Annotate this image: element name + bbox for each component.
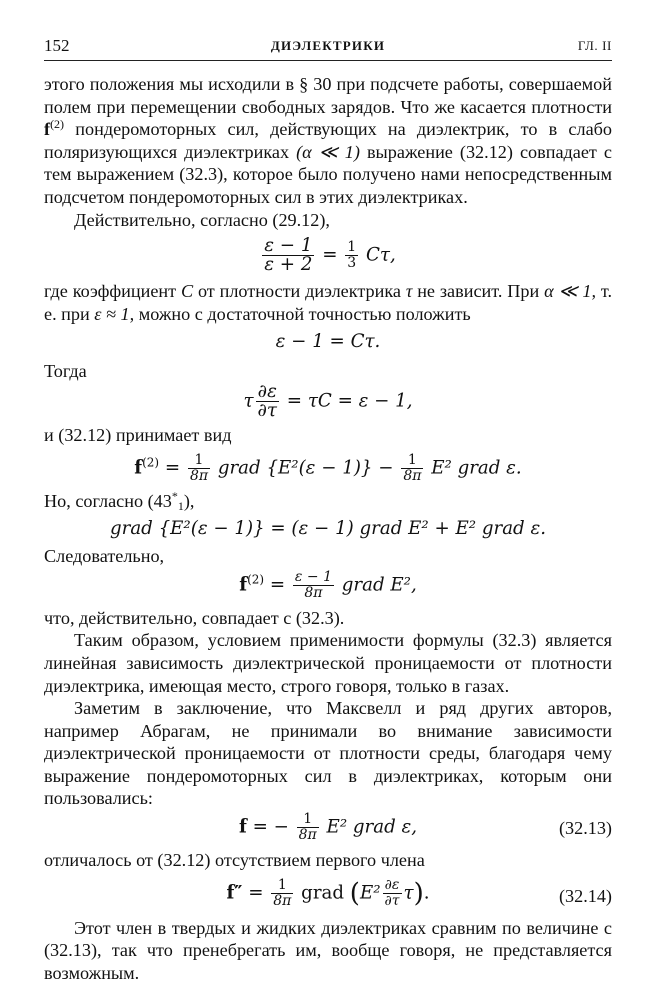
chapter-label: ГЛ. II bbox=[577, 38, 612, 53]
equation-number: (32.14) bbox=[558, 885, 612, 906]
denominator: 8π bbox=[403, 467, 422, 484]
numerator: ∂ε bbox=[256, 383, 279, 402]
paragraph-text: от плотности диэлектрика bbox=[197, 281, 401, 302]
equation-7 bbox=[44, 812, 612, 843]
equation-reference: ), bbox=[183, 490, 195, 511]
right-paren: ) bbox=[413, 878, 424, 909]
superscript: * bbox=[171, 488, 178, 503]
equation-2: ε − 1 = Cτ. bbox=[275, 331, 381, 353]
numerator: 1 bbox=[401, 453, 423, 469]
subscript: 1 bbox=[177, 498, 184, 513]
math-symbol: τ bbox=[405, 281, 413, 302]
paragraph-text: не зависит. При bbox=[417, 281, 540, 302]
inline-condition: α ≪ 1, bbox=[544, 281, 597, 302]
force-symbol: f bbox=[44, 119, 51, 140]
paragraph-6 bbox=[44, 490, 612, 513]
paragraph-4: Тогда bbox=[44, 361, 87, 382]
equation-term: grad {E²(ε − 1)} − bbox=[217, 457, 394, 479]
equation-number: (32.13) bbox=[558, 818, 612, 839]
equation-term: grad E², bbox=[341, 574, 417, 596]
equals-sign: = − bbox=[252, 816, 289, 838]
fraction bbox=[383, 878, 402, 909]
numerator: 1 bbox=[347, 239, 357, 256]
fraction bbox=[401, 453, 423, 484]
paragraph-text: можно с достаточной точностью положить bbox=[138, 303, 471, 324]
paragraph-11: отличалось от (32.12) отсутствием первого члена bbox=[44, 850, 425, 871]
denominator: 3 bbox=[347, 255, 357, 272]
equation-3 bbox=[44, 380, 612, 421]
equals-sign: = bbox=[164, 457, 181, 479]
denominator: ∂τ bbox=[384, 892, 400, 909]
left-paren: ( bbox=[349, 878, 360, 909]
equation-term: τ bbox=[403, 882, 414, 904]
paragraph-text: Но, согласно bbox=[44, 490, 144, 511]
paragraph-1 bbox=[44, 73, 612, 209]
running-header bbox=[44, 36, 612, 61]
denominator: 8π bbox=[189, 467, 209, 484]
denominator: 8π bbox=[304, 584, 323, 601]
equals-sign: = bbox=[322, 244, 338, 266]
page-number: 152 bbox=[44, 36, 70, 55]
running-title: ДИЭЛЕКТРИКИ bbox=[270, 38, 386, 53]
inline-condition: (α ≪ 1) bbox=[296, 141, 360, 162]
fraction bbox=[297, 812, 319, 843]
paragraph-2: Действительно, согласно (29.12), bbox=[74, 209, 330, 230]
denominator: 8π bbox=[298, 827, 317, 844]
period: . bbox=[423, 882, 430, 904]
equation-4 bbox=[44, 453, 612, 484]
fraction bbox=[256, 380, 279, 421]
numerator: 1 bbox=[271, 878, 293, 894]
superscript: (2) bbox=[50, 117, 65, 132]
paragraph-10: Заметим в заключение, что Максвелл и ряд других авторов, например Абрагам, не принимали во внимание зависимости диэлектрической проницаемости от плотности среды, благодаря чему выражение пондеромоторных сил в диэлектриках, которым они пользовались: bbox=[44, 698, 612, 809]
equation-rhs: = τC = ε − 1, bbox=[286, 390, 413, 412]
force-symbol: f bbox=[238, 816, 247, 838]
denominator: ∂τ bbox=[257, 399, 277, 421]
paragraph-8: что, действительно, совпадает с (32.3). bbox=[44, 607, 345, 628]
fraction bbox=[262, 237, 314, 274]
math-symbol: τ bbox=[243, 390, 254, 412]
paragraph-text: пондеромоторных сил, действующих на диэлектрик, то в слабо поляризующихся диэлектриках bbox=[44, 119, 613, 162]
paragraph-3 bbox=[44, 280, 612, 325]
paragraph-9: Таким образом, условием применимости формулы (32.3) является линейная зависимость диэлектрической проницаемости от плотности диэлектрика, имеющая место, строго говоря, только в газах. bbox=[44, 630, 612, 696]
equation-6 bbox=[44, 570, 612, 601]
superscript: (2) bbox=[142, 455, 160, 470]
paragraph-text: где коэффициент bbox=[44, 281, 177, 302]
equals-sign: = bbox=[269, 574, 286, 596]
fraction bbox=[271, 878, 293, 909]
page bbox=[44, 36, 612, 984]
numerator: 1 bbox=[297, 812, 319, 828]
equation-term: E² bbox=[359, 882, 381, 904]
superscript: (2) bbox=[247, 572, 265, 587]
equation-rhs: Cτ, bbox=[365, 244, 396, 266]
denominator: 8π bbox=[273, 892, 292, 909]
inline-condition: ε ≈ 1, bbox=[94, 303, 135, 324]
equals-sign: = bbox=[248, 882, 264, 904]
paragraph-7: Следовательно, bbox=[44, 546, 165, 567]
paragraph-text: выражение (32.12) совпадает с тем выражением (32.3), которое было получено нами непосредственным подсчетом пондеромоторных сил в этих диэлектриках. bbox=[44, 141, 612, 207]
denominator: ε + 2 bbox=[264, 254, 313, 276]
fraction bbox=[345, 240, 358, 271]
force-symbol: f bbox=[134, 457, 143, 479]
fraction bbox=[293, 570, 334, 601]
equation-8 bbox=[44, 878, 612, 909]
fraction bbox=[188, 453, 210, 484]
numerator: ∂ε bbox=[383, 878, 402, 894]
paragraph-12: Этот член в твердых и жидких диэлектриках сравним по величине с (32.13), так что пренебрегать им, вообще говоря, не представляется возможным. bbox=[44, 917, 612, 983]
numerator: ε − 1 bbox=[264, 235, 313, 257]
numerator: 1 bbox=[188, 453, 210, 469]
equation-term: E² grad ε. bbox=[431, 457, 522, 479]
equation-5: grad {E²(ε − 1)} = (ε − 1) grad E² + E² grad ε. bbox=[109, 518, 546, 540]
numerator: ε − 1 bbox=[294, 568, 332, 585]
force-symbol: f″ bbox=[226, 882, 243, 904]
math-symbol: C bbox=[180, 281, 194, 302]
grad-operator: grad bbox=[301, 882, 344, 904]
equation-1 bbox=[44, 237, 612, 274]
equation-reference: (43 bbox=[147, 490, 172, 511]
paragraph-text: этого положения мы исходили в § 30 при подсчете работы, совершаемой полем при перемещении свободных зарядов. Что же касается плотности bbox=[44, 74, 612, 117]
paragraph-5: и (32.12) принимает вид bbox=[44, 424, 232, 445]
equation-term: E² grad ε, bbox=[326, 816, 418, 838]
force-symbol: f bbox=[239, 574, 248, 596]
paragraph-text: т. е. при bbox=[44, 281, 613, 324]
